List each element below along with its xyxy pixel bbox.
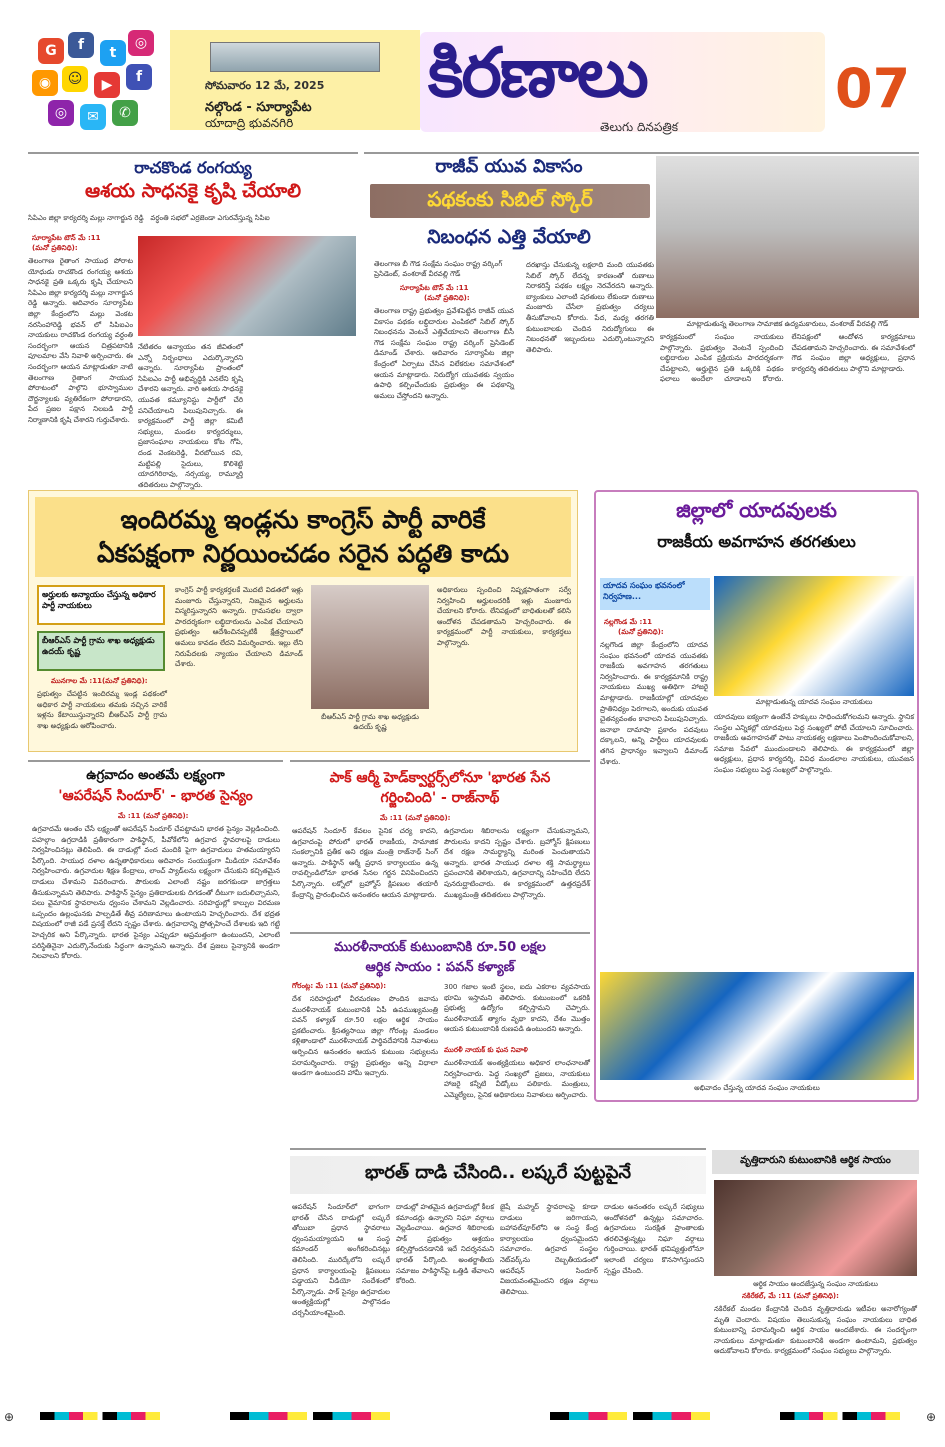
photo-portrait (311, 585, 429, 709)
reporter: (మనో ప్రతినిధి): (618, 628, 664, 636)
article-rajiv-yuva (364, 156, 919, 474)
article-title: జిల్లాలో యాదవులకు (676, 498, 837, 522)
header (0, 0, 945, 150)
highlight-box: అర్హులకు అన్యాయం చేస్తున్న అధికార పార్టీ నాయకులు (37, 585, 165, 625)
article-yadava (594, 490, 919, 1102)
building-photo (210, 42, 380, 72)
social-icons-graphic (28, 28, 168, 138)
subline: వర్ధంతి సభలో ఎర్రజెండా ఎగురవేస్తున్న సిపిఐ (150, 214, 270, 222)
article-body: నకిరేకల్ మండల కేంద్రానికి చెందిన వృత్తిదారుడు ఇటీవల అనారోగ్యంతో మృతి చెందారు. విషయం తెలుసుకున్న సంఘం నాయకులు బాధిత కుటుంబాన్ని పరామర్శించి ఆర్థిక సాయం అందజేశారు. ఈ సందర్భంగా నాయకులు మాట్లాడుతూ కుటుంబానికి అండగా ఉంటామని, ప్రభుత్వం ఆదుకోవాలని కోరారు. కార్యక్రమంలో సంఘం సభ్యులు పాల్గొన్నారు. (714, 1305, 917, 1356)
app-icon: ✉ (80, 104, 106, 130)
divider (364, 152, 919, 154)
article-body: ఆపరేషన్ సిందూర్ కేవలం సైనిక చర్య కాదని, ఉగ్రవాదంపై పోరులో భారత్ రాజకీయ, సామాజిక సంకల్పానికి ప్రతీక అని రక్షణ మంత్రి రాజ్‌నాథ్ సింగ్ అన్నారు. పాకిస్థాన్ ఆర్మీ ప్రధాన కార్యాలయం ఉన్న రావల్పిండిలోనూ భారత సేనల గర్జన వినిపించిందని పేర్కొన్నారు. లక్నోలో బ్రహ్మోస్ క్షిపణుల తయారీ కేంద్రాన్ని ప్రారంభించిన అనంతరం ఆయన మాట్లాడారు. (292, 827, 438, 899)
dateline: మే :11 (మనో ప్రతినిధి): (380, 814, 451, 822)
article-body: మురళీనాయక్ అంత్యక్రియలు అధికార లాంఛనాలతో నిర్వహించారు. పెద్ద సంఖ్యలో ప్రజలు, నాయకులు హాజరై కన్నీటి వీడ్కోలు పలికారు. మంత్రులు, ఎమ్మెల్యేలు, సైనిక అధికారులు నివాళులు అర్పించారు. (444, 1059, 590, 1099)
twitter-icon: t (100, 40, 126, 66)
article-body: దాడుల్లో హతమైన ఉగ్రవాదుల్లో కీలక కమాండర్లు ఉన్నారని నిఘా వర్గాలు వెల్లడించాయి. ఉగ్రవాద శిబిరాలకు పాక్ ప్రభుత్వం ఆశ్రయం కల్పిస్తోందనడానికి ఇదే నిదర్శనమని భారత్ పేర్కొంది. అంతర్జాతీయ సమాజం పాకిస్థాన్‌పై ఒత్తిడి తేవాలని కోరింది. (396, 1203, 494, 1286)
instagram-icon: ◎ (128, 30, 154, 56)
reporter: (మనో ప్రతినిధి): (32, 244, 78, 252)
article-body: జైషే మహ్మద్ స్థావరాలపై కూడా దాడులు జరిగాయని, బహావల్‌పూర్‌లోని ఆ సంస్థ కేంద్ర కార్యాలయం ధ్వంసమైందని సమాచారం. ఉగ్రవాద సంస్థల నెట్‌వర్క్‌ను దెబ్బతీయడంలో ఆపరేషన్ సిందూర్ విజయవంతమైందని రక్షణ వర్గాలు తెలిపాయి. (500, 1203, 598, 1296)
article-operation-sindoor (28, 764, 283, 1444)
article-body: దేశ సరిహద్దులో వీరమరణం పొందిన జవాను మురళీనాయక్ కుటుంబానికి ఏపీ ఉపముఖ్యమంత్రి పవన్ కళ్యాణ్ రూ.50 లక్షల ఆర్థిక సాయం ప్రకటించారు. శ్రీసత్యసాయి జిల్లా గోరంట్ల మండలం కళ్లితాండాలో మురళీనాయక్ పార్థివదేహానికి నివాళులు అర్పించిన అనంతరం ఆయన కుటుంబ సభ్యులను పరామర్శించారు. రాష్ట్ర ప్రభుత్వం అన్ని విధాలా అండగా ఉంటుందని హామీ ఇచ్చారు. (292, 995, 438, 1078)
print-registration-bar (0, 1406, 945, 1426)
article-title: ఇందిరమ్మ ఇండ్లను కాంగ్రెస్ పార్టీ వారికే (120, 505, 486, 534)
article-title: రాజీవ్ యువ వికాసం (435, 156, 583, 177)
photo-caption: మాట్లాడుతున్న తెలంగాణ సామాజిక ఉద్యమకారులు, వంశరాజ్ వీరవల్లి గౌడ్ (686, 320, 889, 328)
dateline: గోరంట్ల: మే :11 (మనో ప్రతినిధి): (292, 982, 387, 990)
article-body: దాడుల అనంతరం లష్కరే సభ్యులు ఆందోళనలో ఉన్నట్లు సమాచారం. ఉగ్రవాదులు సురక్షిత ప్రాంతాలకు తరలివెళ్తున్నట్లు నిఘా వర్గాలు గుర్తించాయి. భారత్ భవిష్యత్తులోనూ ఇలాంటి చర్యలు కొనసాగిస్తుందని స్పష్టం చేసింది. (604, 1203, 704, 1275)
youtube-icon: ▶ (94, 72, 120, 98)
article-body: ఆపరేషన్ సిందూర్‌లో భాగంగా భారత్ చేసిన దాడుల్లో లష్కరే తోయిబా ప్రధాన స్థావరాలు ధ్వంసమయ్యాయని ఆ సంస్థ కమాండర్ అంగీకరించినట్లు తెలిసింది. మురిద్కేలోని లష్కరే ప్రధాన కార్యాలయంపై క్షిపణులు పడ్డాయని వీడియో సందేశంలో పేర్కొన్నాడు. పాక్ సైన్యం ఉగ్రవాదుల అంత్యక్రియల్లో పాల్గొనడం చర్చనీయాంశమైంది. (292, 1203, 390, 1317)
article-murali-nayak (290, 936, 590, 1144)
divider (290, 932, 590, 934)
article-indiramma (28, 490, 578, 752)
article-body: 300 గజాల ఇంటి స్థలం, ఐదు ఎకరాల వ్యవసాయ భూమి ఇస్తామని తెలిపారు. కుటుంబంలో ఒకరికి ప్రభుత్వ ఉద్యోగం కల్పిస్తామని చెప్పారు. మురళీనాయక్ త్యాగం వృథా కాదని, దేశం మొత్తం ఆయన కుటుంబానికి రుణపడి ఉంటుందని అన్నారు. (444, 983, 590, 1034)
article-rachakonda (28, 156, 358, 489)
article-financial-aid (712, 1150, 919, 1404)
article-title: పాక్ ఆర్మీ హెడ్‌క్వార్టర్స్‌లోనూ 'భారత సేన (329, 770, 551, 786)
article-body: ఉగ్రవాదుల శిబిరాలను లక్ష్యంగా చేసుకున్నామని, పౌరులను కాదని స్పష్టం చేశారు. బ్రహ్మోస్ క్షిపణులు దేశ రక్షణ సామర్థ్యాన్ని మరింత పెంచుతాయని అన్నారు. భారత సాయుధ దళాల శక్తి సామర్థ్యాలు ప్రపంచానికి తెలిశాయని, ఉగ్రవాదాన్ని సహించేది లేదని పునరుద్ఘాటించారు. ఈ కార్యక్రమంలో ఉత్తరప్రదేశ్ ముఖ్యమంత్రి తదితరులు పాల్గొన్నారు. (444, 827, 590, 899)
edition-line-2: యాదాద్రి భువనగిరి (205, 116, 294, 131)
edition-name (205, 100, 312, 131)
edition-line-1: నల్గొండ - సూర్యాపేట (205, 100, 312, 115)
article-title: ఏకపక్షంగా నిర్ణయించడం సరైన పద్ధతి కాదు (96, 539, 510, 568)
article-title: వృత్తిదారుని కుటుంబానికి ఆర్థిక సాయం (712, 1150, 919, 1174)
divider (290, 760, 590, 762)
dateline: సూర్యాపేట టౌన్ మే :11 (32, 234, 101, 242)
dateline: మే :11 (మనో ప్రతినిధి): (118, 812, 189, 820)
article-body: నేటితరం అన్యాయం తన జీవితంలో ఎన్నో నిర్బంధాలు ఎదుర్కొన్నారని అన్నారు. సూర్యాపేట ప్రాంతంలో సిపిఐఎం పార్టీ అభివృద్ధికి ఎనలేని కృషి చేశారని అన్నారు. వారి ఆశయ సాధనకై యువత కమ్యూనిస్టు పార్టీలో చేరి పనిచేయాలని పిలుపునిచ్చారు. ఈ కార్యక్రమంలో పార్టీ జిల్లా కమిటీ సభ్యులు, మండల కార్యదర్శులు, ప్రజాసంఘాల నాయకులు కోట గోపి, దండ వెంకటరెడ్డి, వీరబోయిన రవి, మట్టిపల్లి సైదులు, కొలిశెట్టి యాదగిరిరావు, నర్సయ్య, రామ్మూర్తి తదితరులు పాల్గొన్నారు. (138, 343, 243, 489)
article-title: ఉగ్రవాదం అంతమే లక్ష్యంగా (86, 768, 225, 783)
article-title: గర్జించింది' - రాజ్‌నాథ్ (380, 790, 500, 806)
color-bar (40, 1412, 160, 1420)
photo-caption: అభివాదం చేస్తున్న యాదవ సంఘం నాయకులు (694, 1084, 820, 1092)
article-lashkar (290, 1152, 706, 1404)
facebook-icon: f (68, 32, 94, 58)
article-body: కార్యక్రమంలో సంఘం నాయకులు పాల్గొన్నారు. ప్రభుత్వం వెంటనే స్పందించి లబ్ధిదారుల ఎంపిక ప్రక్రియను పారదర్శకంగా చేపట్టాలని, అర్హులైన ప్రతి ఒక్కరికి పథకం ఫలాలు అందేలా చూడాలని కోరారు. లేనిపక్షంలో ఆందోళన కార్యక్రమాలు చేపడతామని హెచ్చరించారు. ఈ సమావేశంలో గౌడ సంఘం జిల్లా అధ్యక్షులు, ప్రధాన కార్యదర్శి తదితరులు పాల్గొని మాట్లాడారు. (660, 333, 915, 384)
dateline: సూర్యాపేట టౌన్ మే :11 (400, 284, 469, 292)
photo-caption: మాట్లాడుతున్న యాదవ సంఘం నాయకులు (755, 698, 873, 706)
divider (28, 760, 283, 762)
masthead-title: కిరణాలు (428, 34, 647, 113)
divider (28, 152, 358, 154)
tagline: తెలుగు దినపత్రిక (600, 120, 679, 134)
article-title: పథకంకు సిబిల్ స్కోర్ (427, 187, 593, 211)
app-icon: ✆ (112, 100, 138, 126)
rss-icon: ◉ (32, 70, 58, 96)
dateline: నల్లగొండ మే :11 (604, 618, 653, 626)
app-icon: f (126, 64, 152, 90)
color-bar (550, 1412, 710, 1420)
dateline: నకిరేకల్, మే :11 (మనో ప్రతినిధి): (742, 1292, 839, 1300)
article-title: నిబంధన ఎత్తి వేయాలి (427, 226, 591, 248)
article-body: తెలంగాణ రాష్ట్ర ప్రభుత్వం ప్రవేశపెట్టిన రాజీవ్ యువ వికాసం పథకం లబ్ధిదారుల ఎంపికలో సిబిల్ స్కోర్ నిబంధనను వెంటనే ఎత్తివేయాలని తెలంగాణ బీసీ గౌడ సంక్షేమ సంఘం రాష్ట్ర వర్కింగ్ ప్రెసిడెంట్ డిమాండ్ చేశారు. ఆదివారం సూర్యాపేట జిల్లా కేంద్రంలో ఏర్పాటు చేసిన విలేకరుల సమావేశంలో ఆయన మాట్లాడారు. నిరుద్యోగ యువతకు స్వయం ఉపాధి కల్పించేందుకు ప్రభుత్వం ఈ పథకాన్ని అమలు చేస్తోందని అన్నారు. (374, 307, 514, 400)
divider (290, 1148, 706, 1150)
article-body: యాదవులు ఐక్యంగా ఉంటేనే హక్కులు సాధించుకోగలమని అన్నారు. స్థానిక సంస్థల ఎన్నికల్లో యాదవులు పెద్ద సంఖ్యలో పోటీ చేయాలని సూచించారు. రాజకీయ అవగాహనతో పాటు నాయకత్వ లక్షణాలు పెంపొందించుకోవాలని, సమాజ సేవలో ముందుండాలని తెలిపారు. ఈ కార్యక్రమంలో జిల్లా అధ్యక్షులు, ప్రధాన కార్యదర్శి, వివిధ మండలాల నాయకులు, యువజన సంఘం సభ్యులు పెద్ద సంఖ్యలో పాల్గొన్నారు. (714, 713, 914, 774)
photo-caption: బీఆర్ఎస్ పార్టీ గ్రామ శాఖ అధ్యక్షుడు ఉదయ్ కృష్ణ (321, 713, 419, 731)
article-title: భారత్ దాడి చేసింది.. లష్కరే పుట్టపైనే (364, 1162, 632, 1183)
article-body: ప్రభుత్వం చేపట్టిన ఇందిరమ్మ ఇండ్ల పథకంలో అధికార పార్టీ నాయకులు తమకు నచ్చిన వారికే ఇళ్లను కేటాయిస్తున్నారని బీఆర్ఎస్ పార్టీ గ్రామ శాఖ అధ్యక్షుడు ఆరోపించారు. (37, 690, 167, 730)
dateline: మునగాల మే :11(మనో ప్రతినిధి): (51, 677, 148, 685)
color-bar (230, 1412, 390, 1420)
article-title: రాజకీయ అవగాహన తరగతులు (657, 532, 856, 551)
sub-heading: మురళీ నాయక్ కు ఘన నివాళి (444, 1046, 528, 1054)
registration-mark-icon: ⊕ (926, 1410, 937, 1424)
article-subline (28, 214, 358, 224)
article-subline: తెలంగాణ బీ గౌడ సంక్షేమ సంఘం రాష్ట్ర వర్కింగ్ ప్రెసిడెంట్, వంశరాజ్ వీరవల్లి గౌడ్ (374, 260, 503, 278)
photo-group (600, 972, 914, 1080)
article-body: కాంగ్రెస్ పార్టీ కార్యకర్తలకే మొదటి విడతలో ఇళ్లు మంజూరు చేస్తున్నారని, నిజమైన అర్హులను విస్మరిస్తున్నారని అన్నారు. గ్రామసభల ద్వారా పారదర్శకంగా లబ్ధిదారులను ఎంపిక చేయాలని ప్రభుత్వం ఆదేశించినప్పటికీ క్షేత్రస్థాయిలో అమలు కావడం లేదని విమర్శించారు. ఇల్లు లేని నిరుపేదలకు న్యాయం చేయాలని డిమాండ్ చేశారు. (175, 586, 303, 669)
article-title: 'ఆపరేషన్ సిందూర్' - భారత సైన్యం (58, 788, 253, 804)
page-number: 07 (835, 57, 911, 120)
article-body: దరఖాస్తు చేసుకున్న లక్షలాది మంది యువతకు సిబిల్ స్కోర్ లేదన్న కారణంతో రుణాలు నిరాకరిస్తే పథకం లక్ష్యం నెరవేరదని అన్నారు. బ్యాంకులు ఎలాంటి షరతులు లేకుండా రుణాలు మంజూరు చేసేలా ప్రభుత్వం చర్యలు తీసుకోవాలని కోరారు. పేద, మధ్య తరగతి కుటుంబాలకు చెందిన నిరుద్యోగులు ఈ నిబంధనతో ఇబ్బందులు ఎదుర్కొంటున్నారని తెలిపారు. (526, 261, 654, 354)
reporter: (మనో ప్రతినిధి): (424, 294, 470, 302)
article-title: ఆర్థిక సాయం : పవన్ కళ్యాణ్ (365, 960, 515, 975)
issue-date: సోమవారం 12 మే, 2025 (205, 79, 325, 92)
article-title: మురళీనాయక్ కుటుంబానికి రూ.50 లక్షల (334, 940, 546, 955)
photo-event (138, 236, 356, 336)
photo-caption: ఆర్థిక సాయం అందజేస్తున్న సంఘం నాయకులు (753, 1280, 878, 1288)
app-icon: G (38, 38, 64, 64)
article-body: అధికారులు స్పందించి నిష్పక్షపాతంగా సర్వే నిర్వహించి అర్హులందరికీ ఇళ్లు మంజూరు చేయాలని కోరారు. లేనిపక్షంలో బాధితులతో కలిసి ఆందోళన చేపడతామని హెచ్చరించారు. ఈ కార్యక్రమంలో పార్టీ నాయకులు, కార్యకర్తలు పాల్గొన్నారు. (437, 586, 571, 647)
article-rajnath (290, 764, 590, 929)
highlight-box: బీఆర్ఎస్ పార్టీ గ్రామ శాఖ అధ్యక్షుడు ఉదయ్ కృష్ణ (37, 631, 165, 671)
registration-mark-icon: ⊕ (4, 1410, 15, 1424)
subline: సిపిఎం జిల్లా కార్యదర్శి మల్లు నాగార్జున రెడ్డి (28, 214, 144, 222)
color-bar (780, 1412, 900, 1420)
photo-press-meet (656, 156, 919, 318)
photo-aid (714, 1180, 917, 1276)
snapchat-icon: ☺ (62, 66, 88, 92)
article-title: రాచకొండ రంగయ్య (134, 158, 252, 177)
article-body: నల్లగొండ జిల్లా కేంద్రంలోని యాదవ సంఘం భవనంలో యాదవ యువతకు రాజకీయ అవగాహన తరగతులు నిర్వహించారు. ఈ కార్యక్రమానికి రాష్ట్ర నాయకులు ముఖ్య అతిథిగా హాజరై మాట్లాడారు. రాజకీయాల్లో యాదవుల ప్రాతినిధ్యం పెరగాలని, అందుకు యువత చైతన్యవంతం కావాలని పిలుపునిచ్చారు. జనాభా దామాషా ప్రకారం పదవులు దక్కాలని, అన్ని పార్టీలు యాదవులకు తగిన ప్రాధాన్యం ఇవ్వాలని డిమాండ్ చేశారు. (600, 641, 708, 766)
app-icon: ◎ (48, 100, 74, 126)
article-body: తెలంగాణ రైతాంగ సాయుధ పోరాట యోధుడు రాచకొండ రంగయ్య ఆశయ సాధనకై ప్రతి ఒక్కరు కృషి చేయాలని సిపిఎం జిల్లా కార్యదర్శి మల్లు నాగార్జున రెడ్డి అన్నారు. ఆదివారం సూర్యాపేట జిల్లా కేంద్రంలోని మల్లు వెంకట నరసింహారెడ్డి భవన్ లో సిపిఐఎం నాయకులు రాచకొండ రంగయ్య వర్ధంతి సందర్భంగా ఆయన చిత్రపటానికి పూలమాల వేసి నివాళి అర్పించారు. ఈ సందర్భంగా ఆయన మాట్లాడుతూ నాటి తెలంగాణ రైతాంగ సాయుధ పోరాటంలో పాల్గొని భూస్వాముల దౌర్జన్యాలకు వ్యతిరేకంగా పోరాడారని, పేద ప్రజల పక్షాన నిలబడి పార్టీ నిర్మాణానికి కృషి చేశారని గుర్తుచేశారు. (28, 257, 133, 424)
article-title: ఆశయ సాధనకై కృషి చేయాలి (84, 180, 302, 202)
article-body: ఉగ్రవాదమే అంతం చేసే లక్ష్యంతో ఆపరేషన్ సిందూర్ చేపట్టామని భారత సైన్యం వెల్లడించింది. పహల్గాం ఉగ్రదాడికి ప్రతీకారంగా పాకిస్థాన్, పీవోకేలోని ఉగ్రవాద స్థావరాలపై దాడులు నిర్వహించినట్లు తెలిపింది. ఈ దాడుల్లో వంద మందికి పైగా ఉగ్రవాదులు హతమయ్యారని పేర్కొంది. సాయుధ దళాల ఉన్నతాధికారులు ఆదివారం సంయుక్తంగా మీడియా సమావేశం నిర్వహించారు. ఉగ్రవాదుల శిక్షణ కేంద్రాలు, లాంచ్ ప్యాడ్‌లను లక్ష్యంగా చేసుకుని కచ్చితమైన దాడులు చేశామని వివరించారు. పౌరులకు ఎలాంటి నష్టం జరగకుండా జాగ్రత్తలు తీసుకున్నామని తెలిపారు. పాకిస్థాన్ సైన్యం ప్రతిదాడులకు దిగడంతో దీటుగా బదులిచ్చామని, పలు వైమానిక స్థావరాలను ధ్వంసం చేశామని వెల్లడించారు. సరిహద్దుల్లో కాల్పుల విరమణ ఒప్పందం ఉల్లంఘనకు పాల్పడితే తీవ్ర పరిణామాలు ఉంటాయని హెచ్చరించారు. దేశ భద్రత విషయంలో రాజీ పడే ప్రసక్తే లేదని స్పష్టం చేశారు. ఉగ్రవాదాన్ని ప్రోత్సహించే దేశాలకు ఇది గట్టి హెచ్చరిక అని పేర్కొన్నారు. భారత సైన్యం ఎప్పుడూ అప్రమత్తంగా ఉంటుందని, ఎలాంటి పరిస్థితినైనా ఎదుర్కొనేందుకు సిద్ధంగా ఉన్నామని అన్నారు. దేశ ప్రజలు సైన్యానికి అండగా నిలవాలని కోరారు. (32, 825, 280, 961)
photo-meeting (714, 576, 914, 696)
highlight-box: యాదవ సంఘం భవనంలో నిర్వహణ... (600, 578, 710, 610)
